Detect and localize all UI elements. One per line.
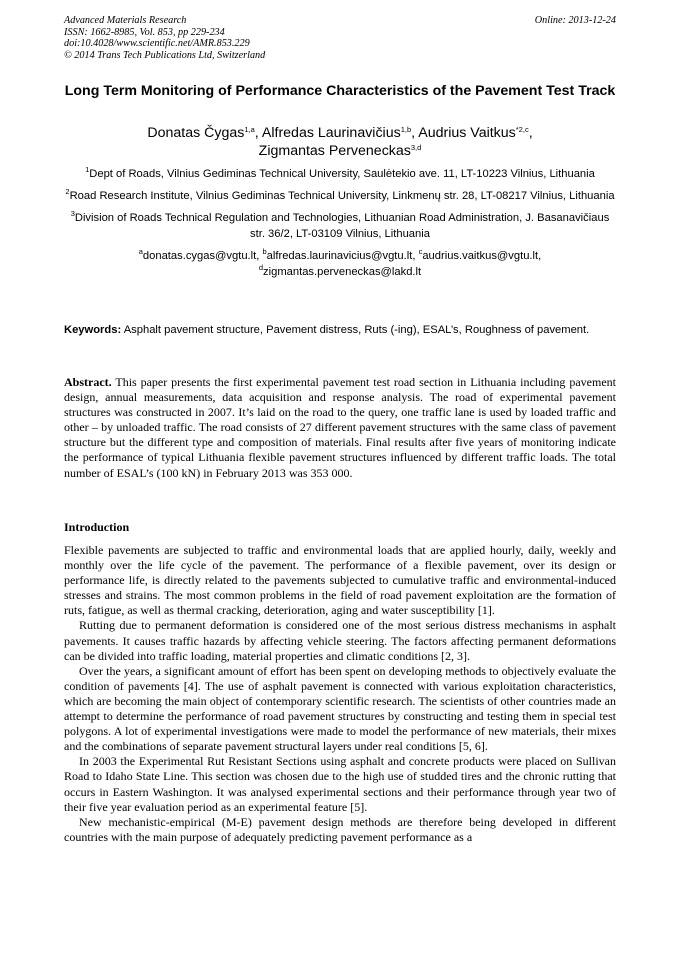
email-link[interactable]: alfredas.laurinavicius@vgtu.lt <box>266 250 413 262</box>
author-emails: $^a$donatas.cygas@vgtu.lt, $^b$alfredas.laurinavicius@vgtu.lt, $^c$audrius.vaitkus@vgtu.lt, $^d$zigmantas.perveneckas@lakd.lt <box>138 247 542 278</box>
author-name: Alfredas Laurinavičius <box>261 125 401 141</box>
email-mark: d <box>258 263 264 272</box>
abstract-text: This paper presents the first experimental pavement test road section in Lithuania including pavement design, annual measurements, data acquisition and response analysis. The road of experimental pavement structures was constructed in 2007. It’s laid on the road to the query, one traffic lane is used by loaded traffic and other – by unloaded traffic. The road consists of 27 different pavement structures with the same class of pavement structure but the different type and composition of materials. Final results after five years of monitoring indicate the performance of typical Lithuania flexible pavement structures influenced by different traffic loads. The total number of ESAL’s (100 kN) in February 2013 was 353 000. <box>64 375 616 480</box>
paragraph: Over the years, a significant amount of effort has been spent on developing methods to objectively evaluate the condition of pavements [4]. The use of asphalt pavement is connected with various exploitation characteristics, which are becoming the main object of contemporary scientific research. The scientists of other countries made an attempt to determine the performance of road pavement structures by constructing and testing them in special test polygons. A lot of experimental investigations were made to model the performance of new materials, their mixes and the combinations of separate pavement structural layers under real conditions [5, 6]. <box>64 663 616 754</box>
affiliation <box>64 188 616 204</box>
author-name: Donatas Čygas <box>147 125 245 141</box>
paragraph: Flexible pavements are subjected to traffic and environmental loads that are applied hourly, daily, weekly and monthly over the life cycle of the pavement. The performance of a flexible pavement, over its design or performance life, is directly related to the pavements subjected to cumulative traffic and environmental-induced stresses and strains. The most common problems in the field of road pavement exploitation are the formation of ruts, fatigue, as well as thermal cracking, deterioration, aging and water susceptibility [1]. <box>64 543 616 618</box>
journal-issn: ISSN: 1662-8985, Vol. 853, pp 229-234 <box>64 26 225 38</box>
introduction-section <box>64 543 616 845</box>
paragraph: In 2003 the Experimental Rut Resistant Sections using asphalt and concrete products were placed on Sullivan Road to Idaho State Line. This section was chosen due to the high use of studded tires and the chronic rutting that occurs in Eastern Washington. It was analysed experimental sections and their performance through year two of their five year evaluation period as an experimental feature [5]. <box>64 754 616 814</box>
paragraph: New mechanistic-empirical (M-E) pavement design methods are therefore being developed in different countries with the main purpose of adequately predicting pavement performance as a <box>64 814 616 844</box>
paragraph: Rutting due to permanent deformation is considered one of the most serious distress mechanisms in asphalt pavements. It causes traffic hazards by affecting vehicle steering. The factors affecting permanent deformations can be divided into traffic loading, material properties and climatic conditions [2, 3]. <box>64 618 616 663</box>
email-link[interactable]: donatas.cygas@vgtu.lt <box>142 250 257 262</box>
abstract <box>64 375 616 481</box>
affiliation-mark: 2 <box>65 187 70 196</box>
author-affiliation-mark: 3,d <box>410 143 422 152</box>
email-link[interactable]: zigmantas.perveneckas@lakd.lt <box>263 266 422 278</box>
affiliation-text: Division of Roads Technical Regulation and Technologies, Lithuanian Road Administration, J. Basanavičiaus str. 36/2, LT-03109 Vilnius, Lithuania <box>74 212 610 240</box>
keywords-text: Asphalt pavement structure, Pavement distress, Ruts (-ing), ESAL’s, Roughness of pavement. <box>123 324 590 336</box>
affiliation <box>64 210 616 242</box>
journal-name: Advanced Materials Research <box>64 15 187 26</box>
email-mark: c <box>418 247 423 256</box>
online-date: Online: 2013-12-24 <box>534 15 616 26</box>
author-affiliation-mark: *2,c <box>515 125 529 134</box>
author-list: Donatas Čygas$^{1,a}$, Alfredas Laurinavičius$^{1,b}$, Audrius Vaitkus$^{*2,c}$, Zigmantas Perveneckas$^{3,d}$ <box>147 125 533 159</box>
affiliation-mark: 3 <box>70 209 75 218</box>
journal-doi: doi:10.4028/www.scientific.net/AMR.853.229 <box>64 38 250 50</box>
author-affiliation-mark: 1,a <box>244 125 255 134</box>
keywords-label: Keywords: <box>64 324 122 336</box>
abstract-label: Abstract. <box>64 375 112 389</box>
paper-title: Long Term Monitoring of Performance Characteristics of the Pavement Test Track <box>64 83 616 99</box>
affiliation <box>64 166 616 182</box>
journal-header <box>64 15 616 61</box>
keywords <box>64 323 616 338</box>
author-name: Audrius Vaitkus <box>418 125 516 141</box>
affiliation-mark: 1 <box>85 165 90 174</box>
affiliation-text: Dept of Roads, Vilnius Gediminas Technical University, Saulėtekio ave. 11, LT-10223 Vilnius, Lithuania <box>89 168 595 180</box>
email-mark: b <box>262 247 267 256</box>
author-name: Zigmantas Perveneckas <box>258 143 411 159</box>
author-affiliation-mark: 1,b <box>400 125 412 134</box>
section-heading: Introduction <box>64 520 130 534</box>
email-link[interactable]: audrius.vaitkus@vgtu.lt <box>422 250 539 262</box>
email-mark: a <box>138 247 143 256</box>
affiliation-text: Road Research Institute, Vilnius Gediminas Technical University, Linkmenų str. 28, LT-08217 Vilnius, Lithuania <box>69 190 615 202</box>
affiliation-list <box>64 166 616 286</box>
journal-copyright: © 2014 Trans Tech Publications Ltd, Switzerland <box>64 49 266 61</box>
